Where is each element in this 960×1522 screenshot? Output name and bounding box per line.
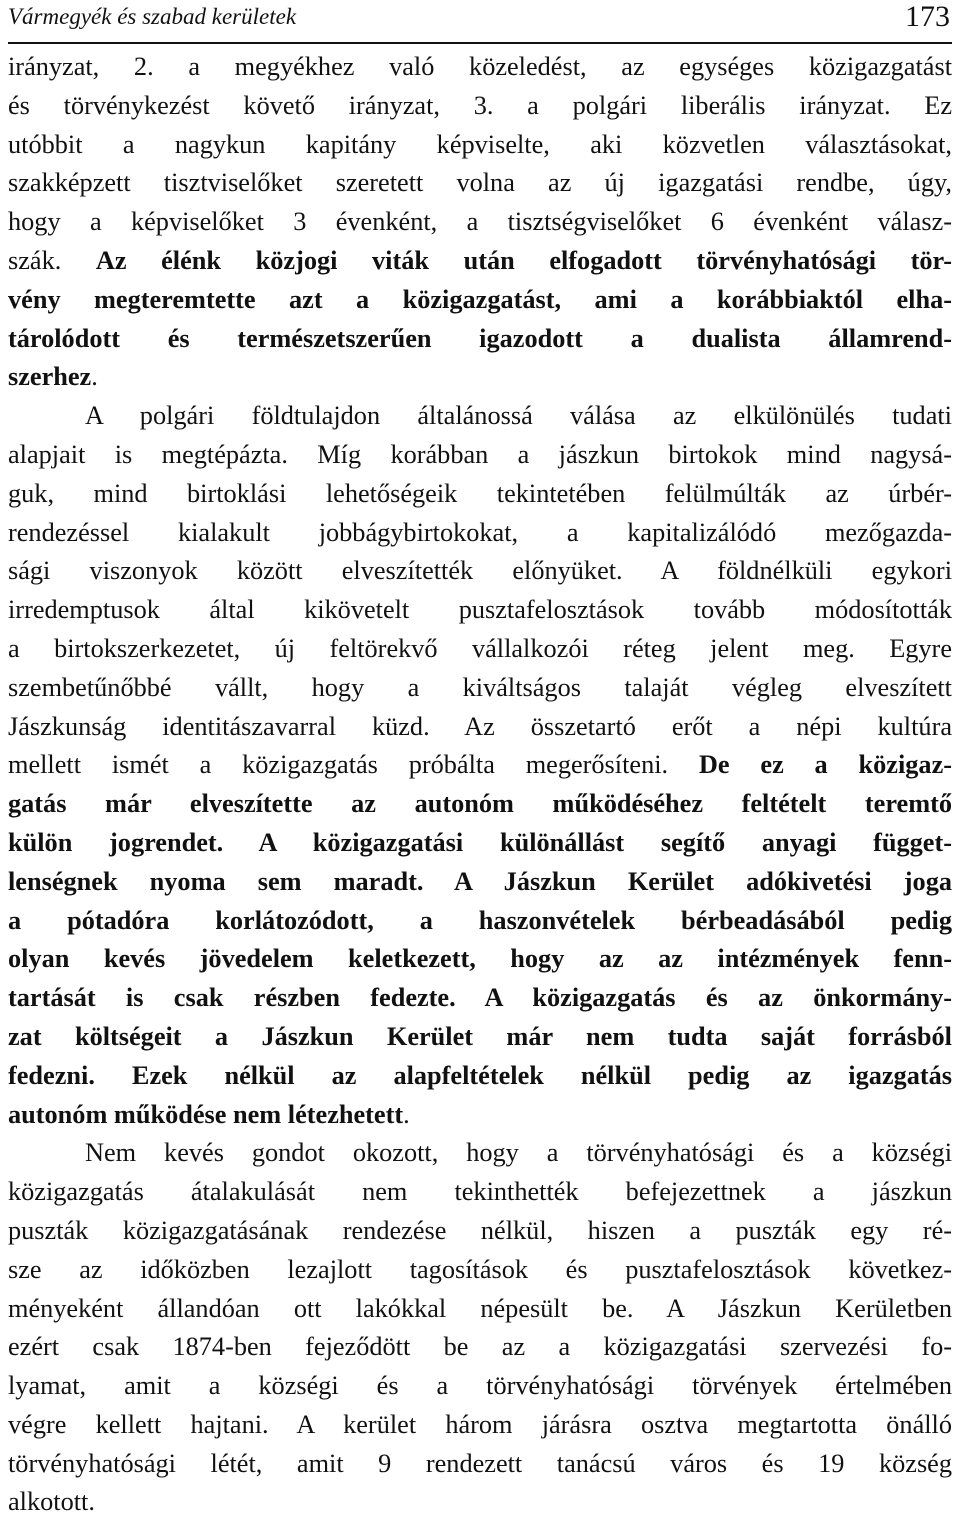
text-segment: szembetűnőbbé vállt, hogy a kiváltságos talaját végleg elveszített [8, 672, 952, 702]
text-line [8, 824, 952, 863]
text-segment: végre kellett hajtani. A kerület három járásra osztva megtartotta önálló [8, 1409, 952, 1439]
bold-text-segment: Az élénk közjogi viták után elfogadott törvényhatósági tör- [95, 245, 952, 275]
bold-text-segment: tartását is csak részben fedezte. A közigazgatás és az önkormány- [8, 983, 952, 1013]
bold-text-segment: gatás már elveszítette az autonóm működéséhez feltételt teremtő [8, 789, 952, 819]
text-line [8, 320, 952, 359]
text-segment: . [403, 1099, 410, 1129]
text-line [8, 164, 952, 203]
text-segment: közigazgatás átalakulását nem tekinthették befejezettnek a jászkun [8, 1177, 952, 1207]
text-line [8, 397, 952, 436]
text-segment: törvényhatósági létét, amit 9 rendezett tanácsú város és 19 község [8, 1448, 952, 1478]
text-segment: lyamat, amit a községi és a törvényhatósági törvények értelmében [8, 1371, 952, 1401]
text-line [8, 1212, 952, 1251]
text-line [8, 1445, 952, 1484]
text-line [8, 1057, 952, 1096]
text-segment: sági viszonyok között elveszítették előnyüket. A földnélküli egykori [8, 556, 952, 586]
text-line [8, 785, 952, 824]
text-line [8, 242, 952, 281]
text-segment: mellett ismét a közigazgatás próbálta megerősíteni. [8, 750, 699, 780]
text-line [8, 358, 952, 397]
text-line [8, 281, 952, 320]
text-segment: guk, mind birtoklási lehetőségeik tekintetében felülmúlták az úrbér- [8, 478, 952, 508]
text-line [8, 514, 952, 553]
text-line [8, 1096, 952, 1135]
text-line [8, 1173, 952, 1212]
text-line [8, 1328, 952, 1367]
bold-text-segment: De ez a közigaz- [698, 750, 952, 780]
text-line [8, 1134, 952, 1173]
text-line [8, 940, 952, 979]
text-line [8, 669, 952, 708]
bold-text-segment: szerhez [8, 362, 92, 392]
text-segment: hogy a képviselőket 3 évenként, a tisztségviselőket 6 évenként válasz- [8, 207, 952, 237]
text-line [8, 1406, 952, 1445]
text-segment: ményeként állandóan ott lakókkal népesült be. A Jászkun Kerületben [8, 1293, 952, 1323]
text-segment: irányzat, 2. a megyékhez való közeledést, az egységes közigazgatást [8, 52, 952, 81]
text-line [8, 1367, 952, 1406]
text-line [8, 1018, 952, 1057]
running-header [8, 0, 952, 44]
text-line [8, 1251, 952, 1290]
text-line [8, 475, 952, 514]
bold-text-segment: vény megteremtette azt a közigazgatást, ami a korábbiaktól elha- [8, 284, 952, 314]
text-line [8, 552, 952, 591]
text-line [8, 863, 952, 902]
text-segment: a birtokszerkezetet, új feltörekvő vállalkozói réteg jelent meg. Egyre [8, 633, 952, 663]
text-segment: Jászkunság identitászavarral küzd. Az összetartó erőt a népi kultúra [8, 711, 952, 741]
text-segment: alkotott. [8, 1487, 95, 1517]
text-segment: puszták közigazgatásának rendezése nélkül, hiszen a puszták egy ré- [8, 1215, 952, 1245]
text-segment: A polgári földtulajdon általánossá válása az elkülönülés tudati [85, 401, 952, 431]
text-line [8, 630, 952, 669]
text-line [8, 746, 952, 785]
text-segment: ezért csak 1874-ben fejeződött be az a közigazgatási szervezési fo- [8, 1332, 952, 1362]
text-line [8, 708, 952, 747]
text-line [8, 979, 952, 1018]
text-segment: alapjait is megtépázta. Míg korábban a jászkun birtokok mind nagysá- [8, 439, 952, 469]
text-line [8, 203, 952, 242]
body-text [8, 48, 952, 1522]
bold-text-segment: a pótadóra korlátozódott, a haszonvételek bérbeadásából pedig [8, 905, 952, 935]
page-number: 173 [905, 0, 950, 33]
bold-text-segment: autonóm működése nem létezhetett [8, 1099, 404, 1129]
text-line [8, 1290, 952, 1329]
text-line [8, 436, 952, 475]
bold-text-segment: olyan kevés jövedelem keletkezett, hogy az az intézmények fenn- [8, 944, 952, 974]
text-segment: Nem kevés gondot okozott, hogy a törvényhatósági és a községi [85, 1138, 952, 1168]
bold-text-segment: külön jogrendet. A közigazgatási különállást segítő anyagi függet- [8, 827, 952, 857]
text-line [8, 902, 952, 941]
text-line [8, 48, 952, 87]
header-title: Vármegyék és szabad kerületek [8, 4, 297, 29]
bold-text-segment: lenségnek nyoma sem maradt. A Jászkun Kerület adókivetési joga [8, 866, 952, 896]
text-line [8, 1483, 952, 1522]
text-segment: sze az időközben lezajlott tagosítások és pusztafelosztások következ- [8, 1254, 952, 1284]
text-line [8, 591, 952, 630]
text-line [8, 87, 952, 126]
text-line [8, 126, 952, 165]
text-segment: . [91, 362, 98, 392]
text-segment: és törvénykezést követő irányzat, 3. a polgári liberális irányzat. Ez [8, 90, 952, 120]
text-segment: utóbbit a nagykun kapitány képviselte, aki közvetlen választásokat, [8, 129, 952, 159]
text-segment: rendezéssel kialakult jobbágybirtokokat, a kapitalizálódó mezőgazda- [8, 517, 952, 547]
bold-text-segment: fedezni. Ezek nélkül az alapfeltételek nélkül pedig az igazgatás [8, 1060, 952, 1090]
text-segment: szakképzett tisztviselőket szeretett volna az új igazgatási rendbe, úgy, [8, 168, 952, 198]
bold-text-segment: zat költségeit a Jászkun Kerület már nem tudta saját forrásból [8, 1021, 952, 1051]
bold-text-segment: tárolódott és természetszerűen igazodott a dualista államrend- [8, 323, 952, 353]
text-segment: irredemptusok által kikövetelt pusztafelosztások tovább módosították [8, 595, 952, 625]
text-segment: szák. [8, 245, 96, 275]
